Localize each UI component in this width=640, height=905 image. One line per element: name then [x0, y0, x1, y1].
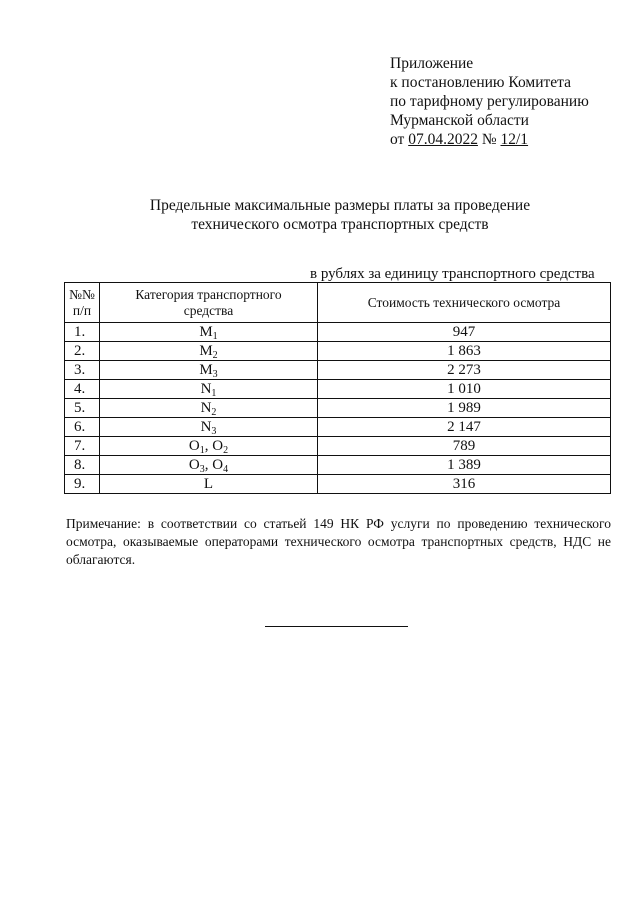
row-number: 1. — [65, 323, 100, 342]
vehicle-category — [100, 323, 318, 342]
category-letter: L — [203, 476, 214, 492]
tariff-table — [64, 282, 611, 494]
vehicle-category — [100, 399, 318, 418]
separator-line — [265, 626, 408, 627]
note-text: Примечание: в соответствии со статьей 149 НК РФ услуги по проведению технического осмотра, оказываемые операторами технического осмотра транспортных средств, НДС не облагаются. — [66, 516, 611, 567]
title-line-2: технического осмотра транспортных средств — [191, 216, 489, 233]
category-letter: N — [200, 381, 212, 397]
header-number-line-2: п/п — [72, 302, 92, 318]
vehicle-category — [100, 475, 318, 494]
category-index: 2 — [212, 350, 218, 361]
appendix-region: Мурманской области — [390, 112, 529, 129]
inspection-cost: 1 389 — [318, 456, 611, 475]
vehicle-category — [100, 342, 318, 361]
table-header-row — [65, 283, 611, 323]
table-row — [65, 475, 611, 494]
category-index-2: 4 — [223, 464, 229, 475]
row-number: 6. — [65, 418, 100, 437]
category-letter: M — [199, 343, 213, 359]
table-row — [65, 437, 611, 456]
category-index: 3 — [199, 464, 205, 475]
category-letter-2: , O — [204, 438, 224, 454]
number-prefix: № — [481, 131, 497, 148]
decree-date: 07.04.2022 — [408, 131, 478, 148]
category-letter: M — [199, 362, 213, 378]
category-index: 1 — [199, 445, 205, 456]
category-letter: N — [200, 419, 212, 435]
row-number: 4. — [65, 380, 100, 399]
inspection-cost: 1 863 — [318, 342, 611, 361]
category-index-2: 2 — [223, 445, 229, 456]
header-number — [65, 283, 100, 323]
header-category — [100, 283, 318, 323]
appendix-header — [390, 54, 589, 149]
date-prefix: от — [390, 131, 405, 148]
category-letter-2: , O — [204, 457, 224, 473]
table-row — [65, 380, 611, 399]
inspection-cost: 316 — [318, 475, 611, 494]
appendix-committee: по тарифному регулированию — [390, 93, 589, 110]
appendix-date-line — [390, 130, 589, 149]
category-index: 3 — [212, 369, 218, 380]
category-index: 2 — [211, 407, 217, 418]
category-index: 1 — [212, 331, 218, 342]
inspection-cost: 947 — [318, 323, 611, 342]
table-row — [65, 418, 611, 437]
inspection-cost: 2 273 — [318, 361, 611, 380]
title-line-1: Предельные максимальные размеры платы за проведение — [149, 197, 531, 214]
header-number-line-1: №№ — [69, 286, 95, 302]
table-row — [65, 399, 611, 418]
row-number: 3. — [65, 361, 100, 380]
table-row — [65, 456, 611, 475]
decree-number: 12/1 — [500, 131, 529, 148]
header-category-line-2: средства — [183, 302, 234, 318]
row-number: 5. — [65, 399, 100, 418]
table-row — [65, 342, 611, 361]
row-number: 8. — [65, 456, 100, 475]
inspection-cost: 1 989 — [318, 399, 611, 418]
table-row — [65, 361, 611, 380]
units-note: в рублях за единицу транспортного средства — [310, 266, 595, 282]
inspection-cost: 789 — [318, 437, 611, 456]
inspection-cost: 2 147 — [318, 418, 611, 437]
table-body — [65, 323, 611, 494]
inspection-cost: 1 010 — [318, 380, 611, 399]
header-cost: Стоимость технического осмотра — [318, 283, 611, 323]
vehicle-category — [100, 418, 318, 437]
table-row — [65, 323, 611, 342]
appendix-decree: к постановлению Комитета — [390, 74, 571, 91]
row-number: 9. — [65, 475, 100, 494]
vehicle-category — [100, 361, 318, 380]
vehicle-category — [100, 437, 318, 456]
row-number: 2. — [65, 342, 100, 361]
category-letter: M — [199, 324, 213, 340]
category-letter: O — [188, 438, 200, 454]
vehicle-category — [100, 456, 318, 475]
row-number: 7. — [65, 437, 100, 456]
document-title — [0, 196, 640, 234]
category-index: 1 — [211, 388, 217, 399]
category-letter: O — [188, 457, 200, 473]
vehicle-category — [100, 380, 318, 399]
category-letter: N — [200, 400, 212, 416]
appendix-title: Приложение — [390, 55, 474, 72]
header-category-line-1: Категория транспортного — [135, 286, 282, 302]
category-index: 3 — [211, 426, 217, 437]
